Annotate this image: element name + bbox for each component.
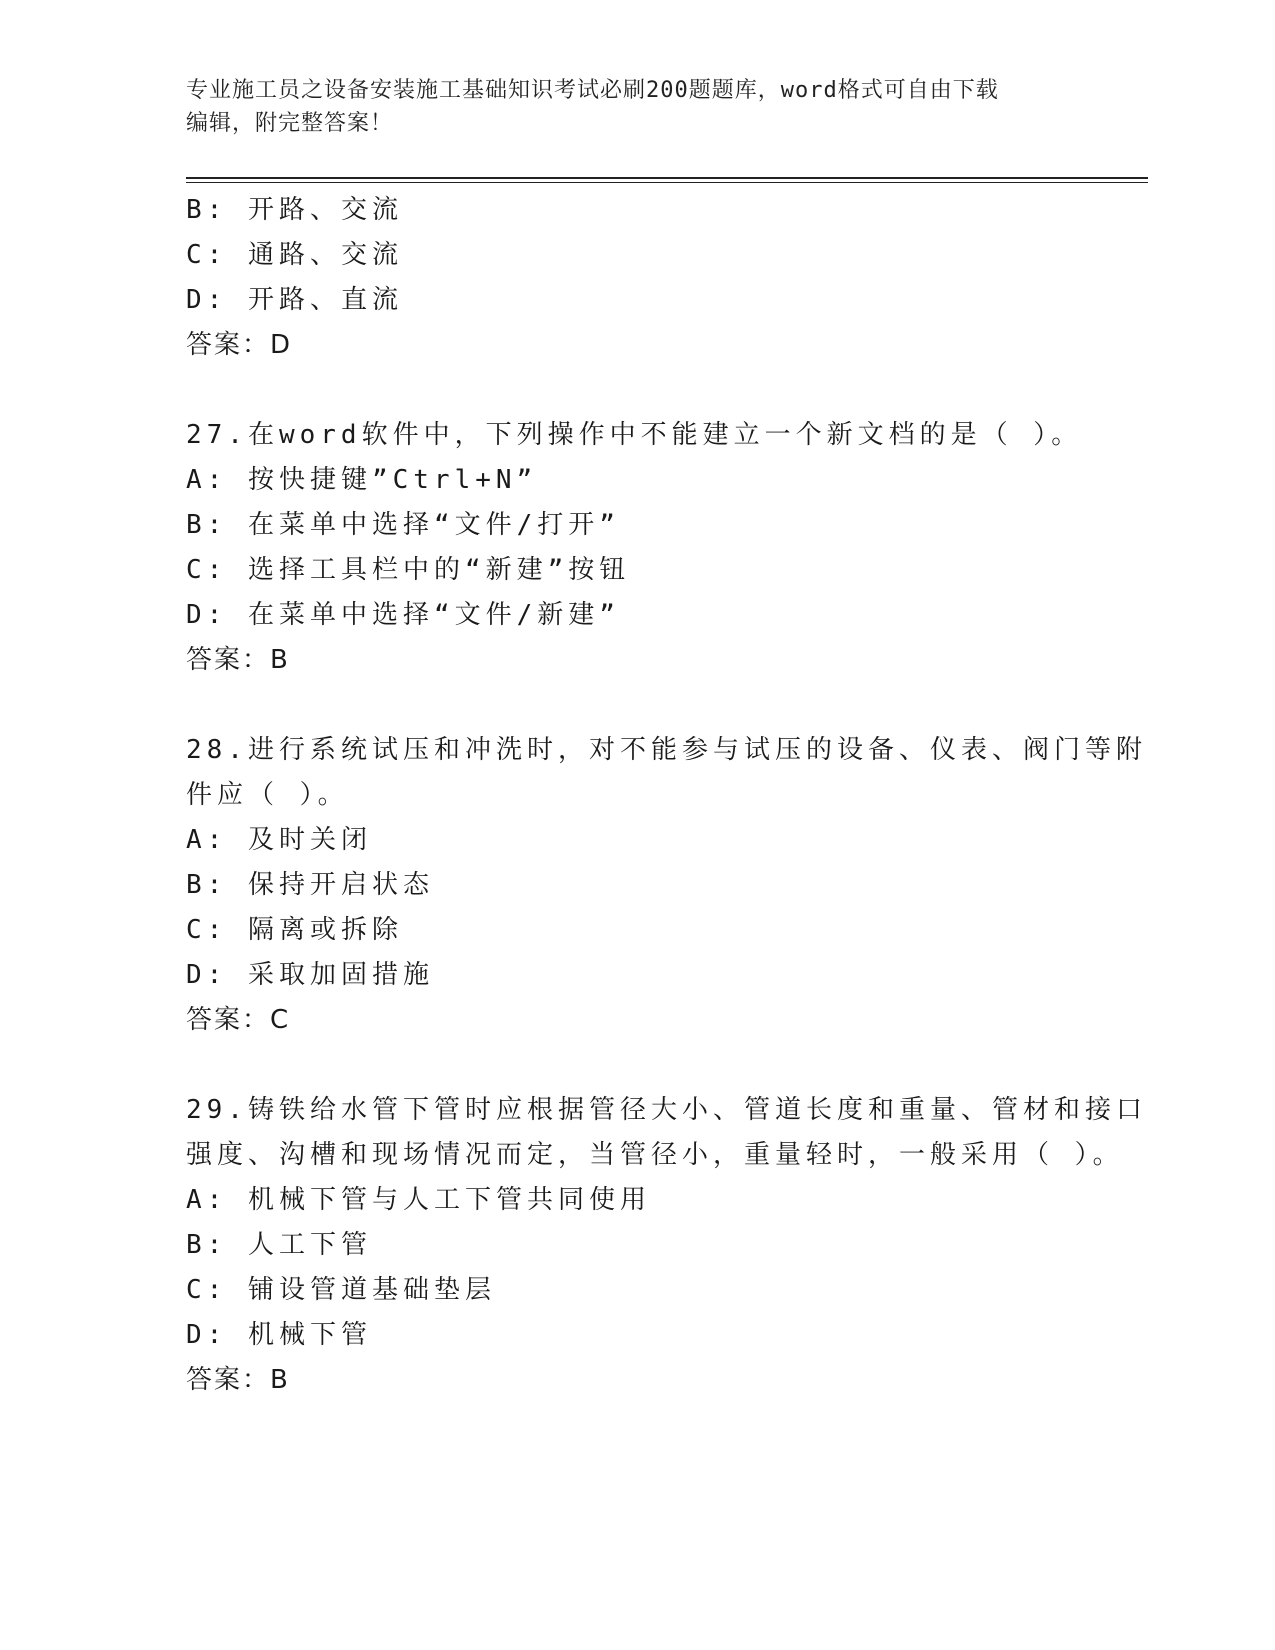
option-a: A: 按快捷键”Ctrl+N” (186, 465, 538, 495)
option-d: D: 开路、直流 (186, 285, 403, 315)
option-c: C: 选择工具栏中的“新建”按钮 (186, 555, 631, 585)
question-list (186, 188, 1147, 1403)
header-title-line-2: 编辑，附完整答案！ (186, 111, 394, 136)
option-b: B: 保持开启状态 (186, 870, 434, 900)
answer-line: 答案：C (186, 1005, 291, 1035)
question-29 (186, 1088, 1147, 1403)
question-text-line-1: 28.进行系统试压和冲洗时，对不能参与试压的设备、仪表、阀门等附 (186, 735, 1147, 765)
option-b: B: 人工下管 (186, 1230, 372, 1260)
header-divider-thick (186, 177, 1148, 179)
question-28 (186, 728, 1147, 1043)
question-text-line-2: 强度、沟槽和现场情况而定，当管径小，重量轻时，一般采用（ ）。 (186, 1140, 1124, 1170)
option-c: C: 通路、交流 (186, 240, 403, 270)
document-header (186, 74, 1086, 140)
option-b: B: 在菜单中选择“文件/打开” (186, 510, 620, 540)
question-text: 27.在word软件中，下列操作中不能建立一个新文档的是（ ）。 (186, 420, 1083, 450)
question-text-line-1: 29.铸铁给水管下管时应根据管径大小、管道长度和重量、管材和接口 (186, 1095, 1147, 1125)
option-d: D: 采取加固措施 (186, 960, 434, 990)
question-27 (186, 413, 1086, 683)
option-d: D: 在菜单中选择“文件/新建” (186, 600, 620, 630)
question-text-line-2: 件应（ ）。 (186, 780, 349, 810)
header-divider-thin (186, 182, 1148, 183)
option-c: C: 铺设管道基础垫层 (186, 1275, 496, 1305)
option-a: A: 机械下管与人工下管共同使用 (186, 1185, 651, 1215)
header-title-line-1: 专业施工员之设备安装施工基础知识考试必刷200题题库，word格式可自由下载 (186, 78, 999, 103)
option-c: C: 隔离或拆除 (186, 915, 403, 945)
option-a: A: 及时关闭 (186, 825, 372, 855)
option-b: B: 开路、交流 (186, 195, 403, 225)
option-d: D: 机械下管 (186, 1320, 372, 1350)
answer-line: 答案：D (186, 330, 293, 360)
answer-line: 答案：B (186, 1365, 290, 1395)
answer-line: 答案：B (186, 645, 290, 675)
carryover-question-block (186, 188, 1086, 368)
